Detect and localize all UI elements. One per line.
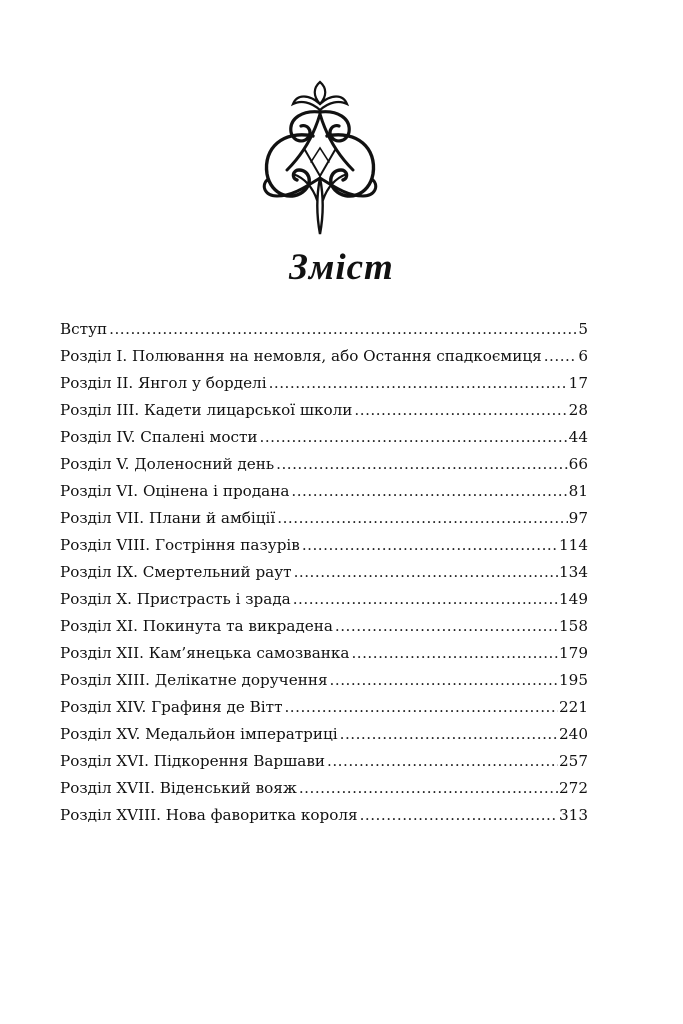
toc-leader-dots bbox=[284, 694, 558, 721]
toc-entry-label: Розділ VI. Оцінена і продана bbox=[60, 482, 290, 500]
toc-entry-page-number: 257 bbox=[559, 752, 588, 770]
toc-entry-page-number: 179 bbox=[559, 644, 588, 662]
toc-entry-page-number: 313 bbox=[559, 806, 588, 824]
toc-leader-dots bbox=[354, 397, 567, 424]
toc-leader-dots bbox=[277, 505, 567, 532]
toc-leader-dots bbox=[276, 451, 568, 478]
toc-entry-label: Розділ IX. Смертельний раут bbox=[60, 563, 292, 581]
toc-entry-label: Розділ XII. Кам’янецька самозванка bbox=[60, 644, 350, 662]
toc-entry bbox=[60, 748, 588, 775]
toc-entry-page-number: 5 bbox=[578, 320, 588, 338]
toc-leader-dots bbox=[330, 667, 558, 694]
toc-entry-label: Розділ ІІ. Янгол у борделі bbox=[60, 374, 267, 392]
toc-leader-dots bbox=[260, 424, 568, 451]
toc-entry-label: Розділ XVIII. Нова фаворитка короля bbox=[60, 806, 358, 824]
toc-entry bbox=[60, 451, 588, 478]
floral-ornament-icon bbox=[253, 78, 387, 238]
toc-leader-dots bbox=[294, 559, 558, 586]
toc-entry bbox=[60, 613, 588, 640]
toc-entry-page-number: 44 bbox=[568, 428, 588, 446]
toc-entry-page-number: 6 bbox=[578, 347, 588, 365]
toc-entry-label: Розділ VIII. Гострiння пазурів bbox=[60, 536, 300, 554]
toc-entry-page-number: 158 bbox=[559, 617, 588, 635]
toc-entry bbox=[60, 694, 588, 721]
toc-leader-dots bbox=[360, 802, 558, 829]
page-title: Зміст bbox=[289, 247, 394, 288]
toc-entry-page-number: 134 bbox=[559, 563, 588, 581]
toc-entry-label: Розділ XVII. Віденський вояж bbox=[60, 779, 297, 797]
toc-leader-dots bbox=[351, 640, 558, 667]
toc-entry-page-number: 240 bbox=[559, 725, 588, 743]
toc-entry bbox=[60, 370, 588, 397]
toc-leader-dots bbox=[302, 532, 558, 559]
toc-entry-page-number: 66 bbox=[568, 455, 588, 473]
table-of-contents bbox=[60, 316, 588, 829]
toc-entry-label: Розділ XVI. Підкорення Варшави bbox=[60, 752, 326, 770]
toc-entry bbox=[60, 559, 588, 586]
toc-entry-label: Розділ XIII. Делікатне доручення bbox=[60, 671, 328, 689]
toc-entry-page-number: 272 bbox=[559, 779, 588, 797]
toc-entry bbox=[60, 667, 588, 694]
toc-leader-dots bbox=[340, 721, 558, 748]
toc-entry bbox=[60, 532, 588, 559]
toc-entry-page-number: 221 bbox=[559, 698, 588, 716]
toc-entry-page-number: 81 bbox=[568, 482, 588, 500]
toc-entry-page-number: 114 bbox=[559, 536, 588, 554]
toc-entry-page-number: 28 bbox=[568, 401, 588, 419]
toc-entry-label: Розділ VII. Плани й амбіції bbox=[60, 509, 276, 527]
toc-entry bbox=[60, 343, 588, 370]
toc-entry-label: Розділ V. Доленосний день bbox=[60, 455, 275, 473]
toc-leader-dots bbox=[269, 370, 568, 397]
toc-leader-dots bbox=[299, 775, 558, 802]
toc-entry bbox=[60, 721, 588, 748]
toc-entry-page-number: 149 bbox=[559, 590, 588, 608]
toc-entry-label: Розділ XI. Покинута та викрадена bbox=[60, 617, 333, 635]
toc-entry-page-number: 17 bbox=[568, 374, 588, 392]
toc-entry bbox=[60, 775, 588, 802]
toc-entry-label: Розділ І. Полювання на немовля, або Остання спадкоємиця bbox=[60, 347, 542, 365]
toc-entry-label: Розділ XV. Медальйон імператриці bbox=[60, 725, 338, 743]
toc-entry bbox=[60, 640, 588, 667]
toc-leader-dots bbox=[291, 478, 567, 505]
toc-entry-label: Розділ ІІІ. Кадети лицарської школи bbox=[60, 401, 353, 419]
toc-entry-page-number: 97 bbox=[568, 509, 588, 527]
toc-entry-label: Розділ XIV. Графиня де Вітт bbox=[60, 698, 283, 716]
toc-entry bbox=[60, 424, 588, 451]
toc-entry bbox=[60, 478, 588, 505]
toc-leader-dots bbox=[109, 316, 577, 343]
toc-leader-dots bbox=[293, 586, 558, 613]
toc-entry bbox=[60, 397, 588, 424]
toc-leader-dots bbox=[544, 343, 578, 370]
toc-entry-page-number: 195 bbox=[559, 671, 588, 689]
toc-entry-label: Розділ IV. Спалені мости bbox=[60, 428, 258, 446]
toc-leader-dots bbox=[327, 748, 558, 775]
toc-leader-dots bbox=[335, 613, 558, 640]
toc-entry bbox=[60, 802, 588, 829]
toc-entry-label: Вступ bbox=[60, 320, 108, 338]
toc-entry bbox=[60, 505, 588, 532]
toc-entry bbox=[60, 316, 588, 343]
toc-entry-label: Розділ X. Пристрасть і зрада bbox=[60, 590, 291, 608]
toc-entry bbox=[60, 586, 588, 613]
